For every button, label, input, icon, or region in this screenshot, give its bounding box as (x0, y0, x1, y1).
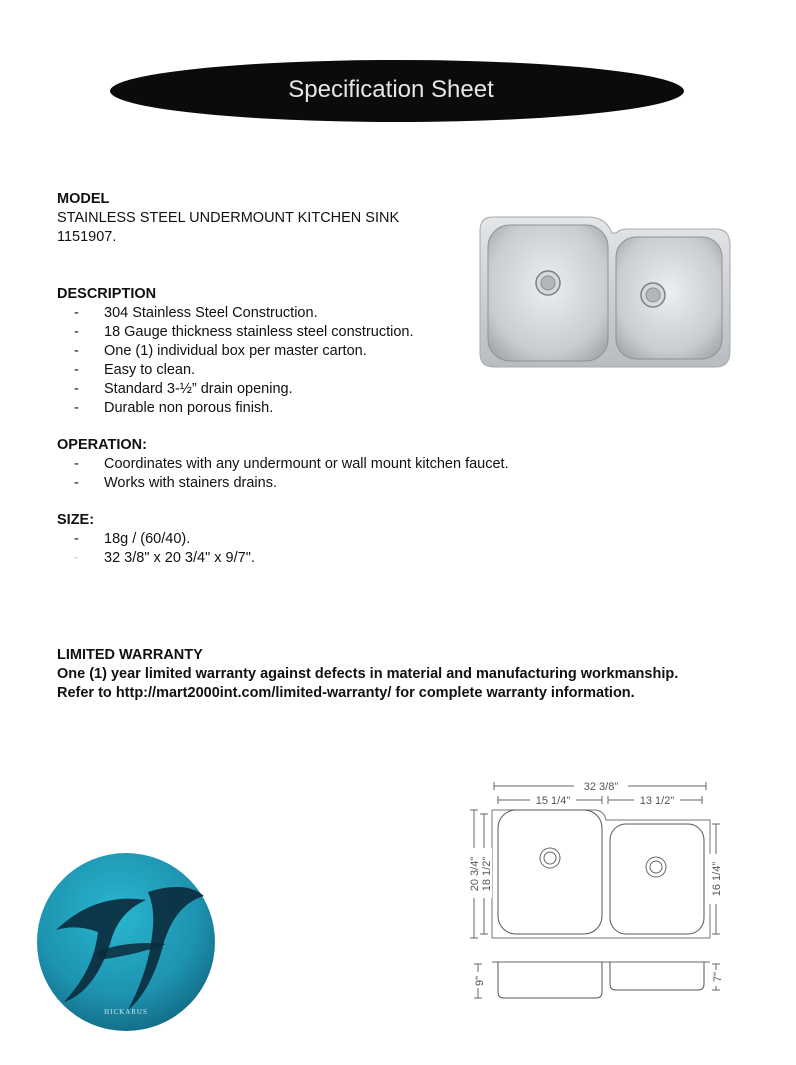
list-item: - Durable non porous finish. (57, 399, 757, 418)
page-title: Specification Sheet (288, 76, 494, 103)
hickarus-logo (36, 852, 216, 1037)
warranty-section (57, 646, 678, 703)
dim-right-bowl-depth: 16 1/4" (711, 861, 723, 897)
dim-left-bowl-height: 9" (474, 975, 486, 987)
dim-left-bowl-width: 15 1/4" (535, 795, 571, 807)
model-heading: MODEL (57, 191, 110, 207)
warranty-line-2: Refer to http://mart2000int.com/limited-warranty/ for complete warranty information. (57, 685, 635, 701)
model-name: STAINLESS STEEL UNDERMOUNT KITCHEN SINK (57, 210, 400, 226)
header-banner (110, 60, 684, 122)
dim-overall-width: 32 3/8" (583, 781, 619, 793)
description-heading: DESCRIPTION (57, 286, 157, 302)
list-item: - 18 Gauge thickness stainless steel construction. (57, 323, 757, 342)
dim-right-bowl-height: 7" (712, 971, 724, 983)
dim-right-bowl-width: 13 1/2" (639, 795, 675, 807)
operation-heading: OPERATION: (57, 437, 147, 453)
header-ellipse (110, 60, 684, 122)
dim-overall-depth: 20 3/4" (469, 856, 481, 892)
sink-product-image (478, 215, 732, 374)
list-item: - Standard 3-½” drain opening. (57, 380, 757, 399)
model-number: 1151907. (57, 229, 117, 245)
sink-dimension-drawing (466, 776, 736, 1015)
dim-left-bowl-depth: 18 1/2" (481, 856, 493, 892)
list-item: - Coordinates with any undermount or wall mount kitchen faucet. (57, 455, 757, 474)
list-item: - One (1) individual box per master carton. (57, 342, 757, 361)
list-item: - 18g / (60/40). (57, 530, 757, 549)
list-item: - Works with stainers drains. (57, 474, 757, 493)
warranty-heading: LIMITED WARRANTY (57, 647, 203, 663)
size-list (57, 530, 757, 568)
list-item: - 32 3/8" x 20 3/4" x 9/7". (57, 549, 757, 568)
size-heading: SIZE: (57, 512, 95, 528)
list-item: - Easy to clean. (57, 361, 757, 380)
logo-brand-text: HICKARUS (104, 1008, 148, 1016)
operation-list (57, 455, 757, 493)
list-item: - 304 Stainless Steel Construction. (57, 304, 757, 323)
warranty-line-1: One (1) year limited warranty against defects in material and manufacturing workmanship. (57, 666, 679, 682)
